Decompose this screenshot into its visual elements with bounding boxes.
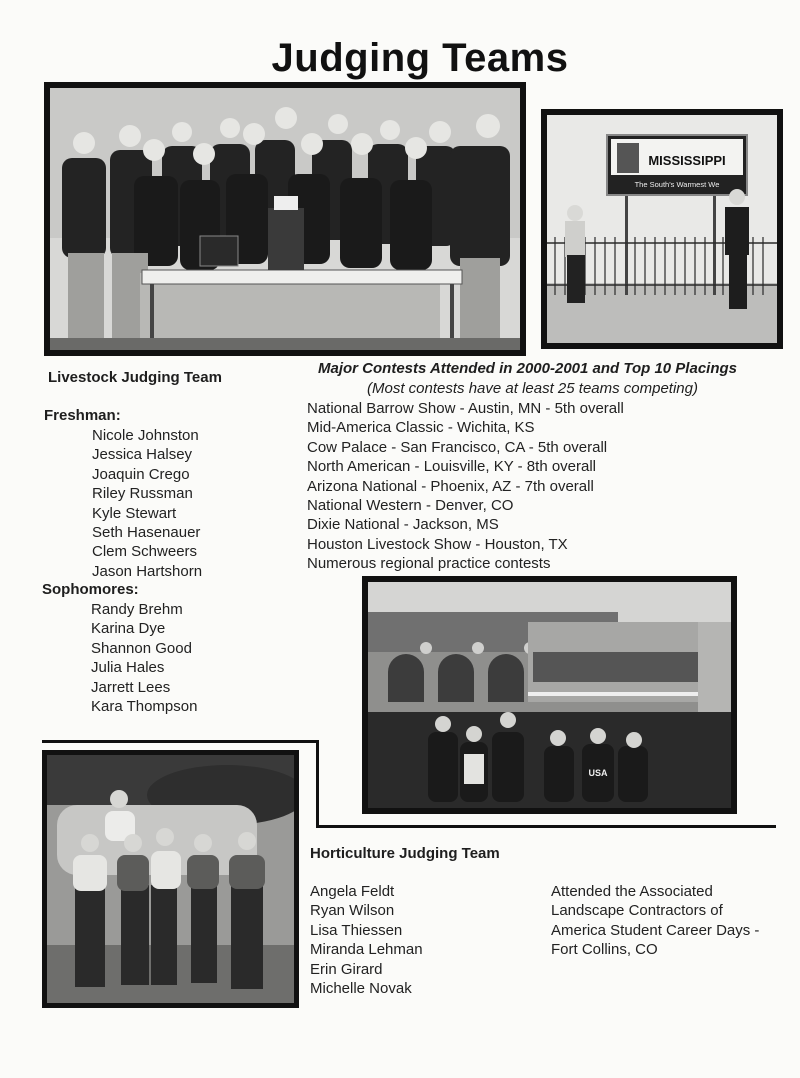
contests-note: (Most contests have at least 25 teams competing)	[367, 380, 698, 397]
contest-item: Cow Palace - San Francisco, CA - 5th overall	[307, 438, 608, 456]
sophomores-heading: Sophomores:	[42, 581, 139, 598]
contests-heading: Major Contests Attended in 2000-2001 and Top 10 Placings	[318, 360, 737, 377]
mississippi-sign-photo-image	[547, 115, 777, 343]
list-item: Seth Hasenauer	[92, 524, 201, 542]
sign-text: MISSISSIPPI	[648, 153, 726, 168]
horticulture-team-heading: Horticulture Judging Team	[310, 845, 500, 862]
list-item: Angela Feldt	[310, 883, 395, 900]
list-item: Kyle Stewart	[92, 504, 177, 522]
divider-rule	[316, 740, 319, 828]
list-item: Miranda Lehman	[310, 941, 423, 959]
contest-item: Mid-America Classic - Wichita, KS	[307, 419, 535, 437]
horticulture-team-photo	[42, 750, 299, 1008]
contest-item: National Western - Denver, CO	[307, 497, 514, 515]
horticulture-list	[310, 882, 423, 998]
contest-item: Dixie National - Jackson, MS	[307, 516, 499, 534]
list-item: Michelle Novak	[310, 980, 412, 998]
list-item: Randy Brehm	[91, 601, 183, 618]
horticulture-team-photo-image	[47, 755, 294, 1003]
sign-subtext: The South's Warmest We	[634, 180, 720, 189]
list-item: Ryan Wilson	[310, 902, 395, 920]
list-item: Julia Hales	[91, 659, 165, 677]
contest-item: North American - Louisville, KY - 8th overall	[307, 458, 597, 476]
list-item: Jarrett Lees	[91, 678, 171, 696]
contests-list	[307, 399, 624, 574]
list-item: Shannon Good	[91, 639, 192, 657]
freshman-heading: Freshman:	[44, 407, 121, 424]
horticulture-note: Attended the Associated Landscape Contractors of America Student Career Days - Fort Collins, CO	[551, 883, 760, 959]
building-group-photo-image	[368, 582, 731, 808]
freshman-list	[92, 426, 202, 581]
list-item: Kara Thompson	[91, 698, 198, 716]
list-item: Joaquin Crego	[92, 465, 190, 483]
shirt-text: USA	[588, 768, 608, 778]
contest-item: Numerous regional practice contests	[307, 555, 551, 573]
divider-rule	[316, 825, 776, 828]
list-item: Riley Russman	[92, 485, 193, 503]
mississippi-sign-photo	[541, 109, 783, 349]
list-item: Lisa Thiessen	[310, 921, 403, 939]
list-item: Jessica Halsey	[92, 446, 193, 464]
livestock-team-heading: Livestock Judging Team	[48, 369, 222, 386]
list-item: Jason Hartshorn	[92, 562, 203, 580]
sophomores-list	[91, 600, 197, 716]
contest-item: Houston Livestock Show - Houston, TX	[307, 535, 568, 553]
livestock-team-photo-image	[50, 88, 520, 350]
contest-item: National Barrow Show - Austin, MN - 5th overall	[307, 400, 624, 417]
livestock-team-photo	[44, 82, 526, 356]
list-item: Erin Girard	[310, 960, 383, 978]
building-group-photo	[362, 576, 737, 814]
page-title: Judging Teams	[271, 36, 569, 80]
contest-item: Arizona National - Phoenix, AZ - 7th overall	[307, 477, 594, 495]
divider-rule	[42, 740, 318, 743]
list-item: Karina Dye	[91, 620, 166, 638]
list-item: Clem Schweers	[92, 543, 198, 561]
list-item: Nicole Johnston	[92, 427, 199, 444]
